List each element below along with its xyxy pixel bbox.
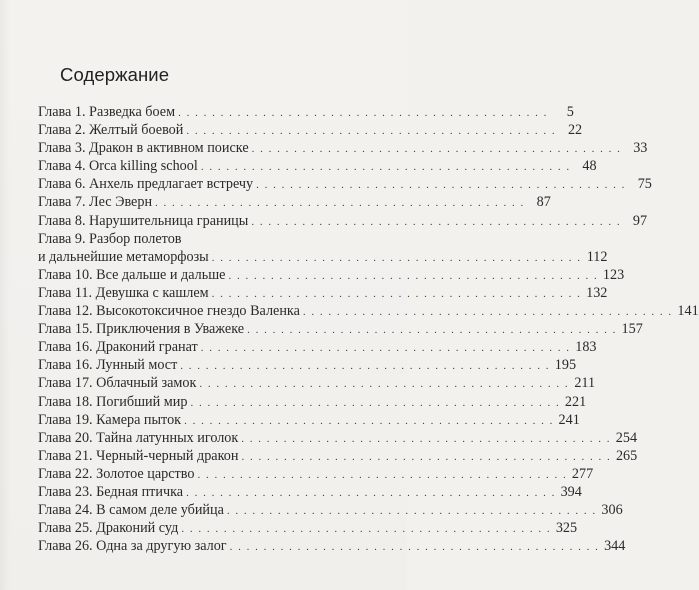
toc-entry-label: Глава 4. Orca killing school: [38, 158, 198, 175]
toc-entry-label: Глава 17. Облачный замок: [38, 375, 197, 392]
page-edge-shadow: [0, 0, 10, 590]
toc-entry: [38, 284, 608, 302]
toc-entry: [38, 302, 699, 320]
toc-entry-label: Глава 9. Разбор полетов: [38, 230, 182, 247]
toc-leader-dots: . . . . . . . . . . . . . . . . . . . . . . . . . . . . . . . . . . . . . . . . . . . .: [190, 396, 561, 409]
toc-leader-dots: . . . . . . . . . . . . . . . . . . . . . . . . . . . . . . . . . . . . . . . . . . . .: [226, 505, 597, 518]
toc-leader-dots: . . . . . . . . . . . . . . . . . . . . . . . . . . . . . . . . . . . . . . . . . . . .: [228, 269, 599, 282]
toc-entry: [38, 465, 594, 483]
toc-entry: [38, 157, 597, 175]
toc-entry-page: 211: [574, 375, 596, 392]
toc-entry-label: Глава 1. Разведка боем: [38, 104, 176, 120]
toc-leader-dots: . . . . . . . . . . . . . . . . . . . . . . . . . . . . . . . . . . . . . . . . . . . .: [197, 468, 568, 481]
toc-entry: [38, 447, 638, 465]
toc-entry-label: и дальнейшие метаморфозы: [38, 248, 209, 265]
toc-entry-label: Глава 19. Камера пыток: [38, 411, 182, 428]
toc-entry: [38, 320, 643, 338]
toc-entry-label: Глава 3. Дракон в активном поиске: [38, 140, 249, 157]
toc-leader-dots: . . . . . . . . . . . . . . . . . . . . . . . . . . . . . . . . . . . . . . . . . . . .: [256, 179, 626, 192]
toc-leader-dots: . . . . . . . . . . . . . . . . . . . . . . . . . . . . . . . . . . . . . . . . . . . .: [186, 486, 556, 499]
toc-entry-page: 221: [564, 393, 587, 410]
toc-leader-dots: . . . . . . . . . . . . . . . . . . . . . . . . . . . . . . . . . . . . . . . . . . . .: [186, 125, 557, 138]
toc-entry-page: 157: [621, 321, 643, 338]
toc-entry: [38, 175, 652, 193]
toc-entry-page: 277: [571, 465, 594, 482]
toc-leader-dots: . . . . . . . . . . . . . . . . . . . . . . . . . . . . . . . . . . . . . . . . . . . .: [251, 143, 622, 156]
toc-entry: [38, 338, 597, 356]
toc-entry: [38, 429, 638, 447]
toc-leader-dots: . . . . . . . . . . . . . . . . . . . . . . . . . . . . . . . . . . . . . . . . . . . .: [211, 287, 582, 300]
toc-entry-continuation: [38, 248, 608, 266]
toc-entry-page: 87: [536, 194, 551, 211]
toc-entry: [38, 483, 582, 501]
toc-leader-dots: . . . . . . . . . . . . . . . . . . . . . . . . . . . . . . . . . . . . . . . . . . . .: [155, 197, 525, 210]
toc-entry-page: 33: [633, 140, 648, 157]
toc-entry-page: 97: [632, 212, 648, 229]
toc-leader-dots: . . . . . . . . . . . . . . . . . . . . . . . . . . . . . . . . . . . . . . . . . . . .: [211, 251, 582, 264]
toc-leader-dots: . . . . . . . . . . . . . . . . . . . . . . . . . . . . . . . . . . . . . . . . . . . .: [184, 414, 554, 427]
toc-entry-label: Глава 18. Погибший мир: [38, 393, 188, 410]
toc-entry-page: 195: [554, 357, 577, 374]
toc-leader-dots: . . . . . . . . . . . . . . . . . . . . . . . . . . . . . . . . . . . . . . . . . . . .: [180, 360, 551, 373]
toc-entry: [38, 266, 625, 284]
toc-entry-page: 22: [567, 122, 583, 139]
toc-entry: [38, 501, 623, 519]
toc-entry: [38, 356, 577, 374]
toc-entry-label: Глава 16. Драконий гранат: [38, 339, 198, 356]
toc-leader-dots: . . . . . . . . . . . . . . . . . . . . . . . . . . . . . . . . . . . . . . . . . . . .: [178, 107, 548, 119]
toc-entry: [38, 139, 648, 157]
toc-title: Содержание: [60, 64, 170, 85]
toc-entry: [38, 230, 374, 248]
toc-entry: [38, 193, 551, 211]
toc-entry-label: Глава 22. Золотое царство: [38, 465, 195, 482]
toc-entry-page: 394: [560, 483, 582, 500]
toc-entry-page: 254: [615, 429, 638, 446]
toc-leader-dots: . . . . . . . . . . . . . . . . . . . . . . . . . . . . . . . . . . . . . . . . . . . .: [200, 342, 571, 355]
toc-entry-label: Глава 26. Одна за другую залог: [38, 538, 227, 555]
toc-entry: [38, 103, 574, 121]
toc-entry-page: 112: [586, 248, 608, 265]
toc-entry: [38, 212, 648, 230]
toc-entry-label: Глава 23. Бедная птичка: [38, 483, 184, 500]
toc-leader-dots: . . . . . . . . . . . . . . . . . . . . . . . . . . . . . . . . . . . . . . . . . . . .: [200, 161, 571, 174]
toc-entry-label: Глава 20. Тайна латунных иголок: [38, 429, 239, 446]
toc-entry-page: 325: [555, 520, 578, 537]
toc-entry-label: Глава 21. Черный-черный дракон: [38, 447, 239, 464]
toc-entry-page: 123: [602, 266, 625, 283]
toc-leader-dots: . . . . . . . . . . . . . . . . . . . . . . . . . . . . . . . . . . . . . . . . . . . .: [199, 378, 570, 391]
toc-entry-page: 5: [566, 104, 574, 120]
toc-entry: [38, 537, 626, 555]
toc-entry-page: 132: [586, 284, 608, 301]
toc-entry-page: 265: [615, 447, 638, 464]
toc-leader-dots: . . . . . . . . . . . . . . . . . . . . . . . . . . . . . . . . . . . . . . . . . . . .: [302, 306, 673, 319]
toc-entry-label: Глава 2. Желтый боевой: [38, 122, 184, 139]
toc-entry-page: 48: [582, 158, 597, 175]
toc-entry-page: 241: [558, 411, 580, 428]
toc-entry: [38, 374, 596, 392]
toc-leader-dots: . . . . . . . . . . . . . . . . . . . . . . . . . . . . . . . . . . . . . . . . . . . .: [251, 215, 622, 228]
toc-leader-dots: . . . . . . . . . . . . . . . . . . . . . . . . . . . . . . . . . . . . . . . . . . . .: [241, 432, 612, 445]
table-of-contents: [38, 103, 699, 555]
toc-entry-label: Глава 12. Высокотоксичное гнездо Валенка: [38, 303, 300, 320]
toc-entry-page: 183: [575, 339, 597, 356]
toc-leader-dots: . . . . . . . . . . . . . . . . . . . . . . . . . . . . . . . . . . . . . . . . . . . .: [241, 450, 612, 463]
toc-entry-page: 306: [601, 502, 623, 519]
toc-entry-label: Глава 25. Драконий суд: [38, 520, 179, 537]
toc-entry: [38, 121, 583, 139]
toc-leader-dots: . . . . . . . . . . . . . . . . . . . . . . . . . . . . . . . . . . . . . . . . . . . .: [229, 541, 600, 554]
toc-entry-label: Глава 6. Анхель предлагает встречу: [38, 176, 254, 193]
toc-entry-page: 75: [637, 176, 652, 193]
toc-entry-page: 141: [677, 303, 699, 320]
toc-entry-label: Глава 24. В самом деле убийца: [38, 502, 224, 519]
toc-entry-label: Глава 11. Девушка с кашлем: [38, 284, 209, 301]
toc-entry: [38, 411, 580, 429]
toc-leader-dots: . . . . . . . . . . . . . . . . . . . . . . . . . . . . . . . . . . . . . . . . . . . .: [247, 324, 617, 337]
toc-entry-label: Глава 16. Лунный мост: [38, 357, 178, 374]
toc-leader-dots: . . . . . . . . . . . . . . . . . . . . . . . . . . . . . . . . . . . . . . . . . . . .: [181, 523, 552, 536]
toc-entry-label: Глава 7. Лес Эверн: [38, 194, 153, 211]
toc-entry-label: Глава 8. Нарушительница границы: [38, 212, 249, 229]
toc-entry: [38, 393, 587, 411]
toc-entry: [38, 519, 578, 537]
toc-entry-label: Глава 15. Приключения в Уважеке: [38, 321, 245, 338]
toc-entry-page: 344: [604, 538, 626, 555]
toc-entry-label: Глава 10. Все дальше и дальше: [38, 266, 226, 283]
